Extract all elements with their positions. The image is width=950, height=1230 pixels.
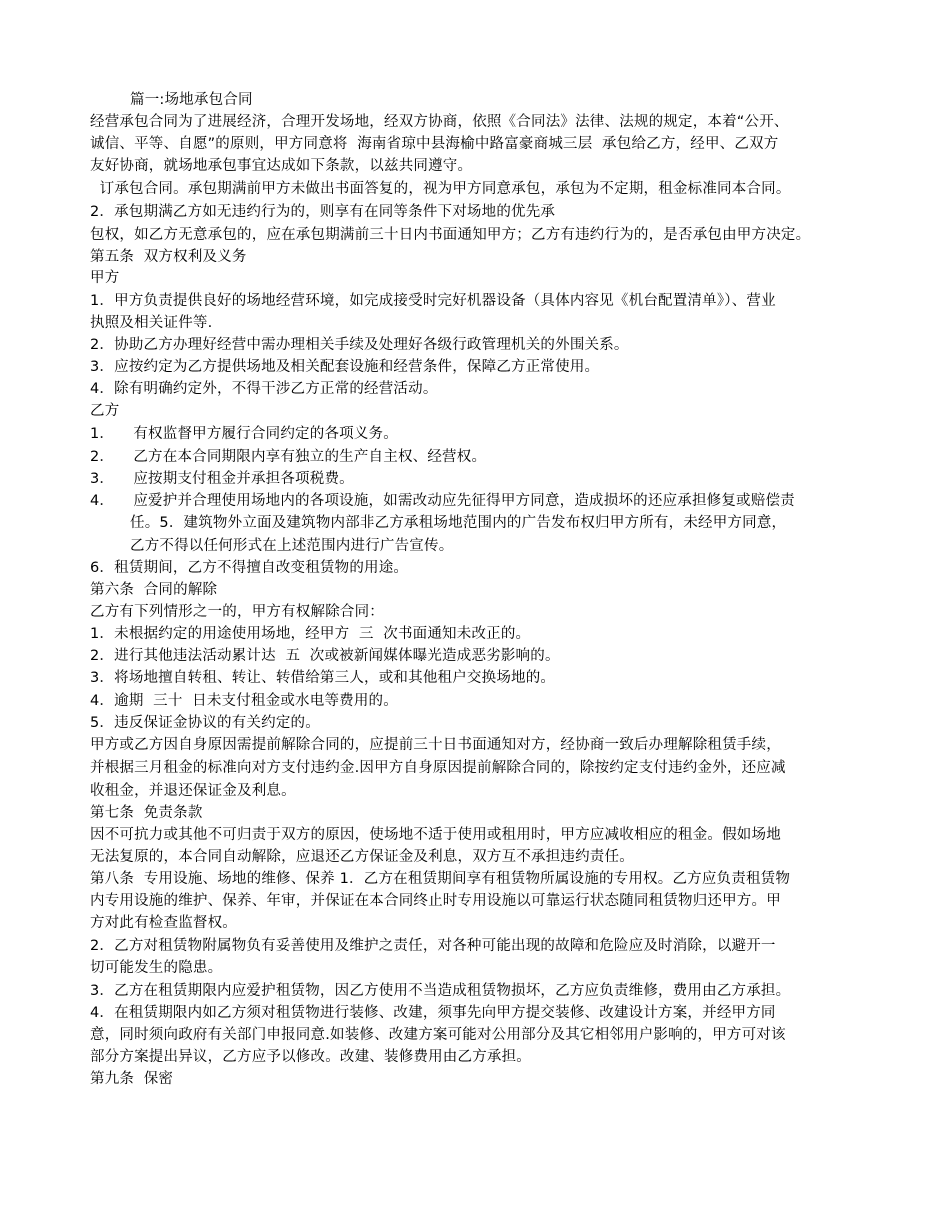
list-item: 3．应按约定为乙方提供场地及相关配套设施和经营条件，保障乙方正常使用。 [90,359,600,375]
paragraph-line: 甲方或乙方因自身原因需提前解除合同的，应提前三十日书面通知对方，经协商一致后办理解除租赁手续， [90,737,781,753]
list-item-continuation: 任。5．建筑物外立面及建筑物内部非乙方承租场地范围内的广告发布权归甲方所有，未经甲方同意， [130,515,787,531]
paragraph-line: 诚信、平等、自愿”的原则，甲方同意将 海南省琼中县海榆中路富豪商城三层 承包给乙方，经甲、乙双方 [90,136,779,152]
section-heading: 第六条 合同的解除 [90,582,218,598]
paragraph-line: 友好协商，就场地承包事宜达成如下条款，以兹共同遵守。 [90,158,473,174]
list-item: 4． 应爱护并合理使用场地内的各项设施，如需改动应先征得甲方同意，造成损坏的还应承担修复或赔偿责 [90,493,795,509]
list-item-continuation: 乙方不得以任何形式在上述范围内进行广告宣传。 [130,538,454,554]
list-item: 1．未根据约定的用途使用场地，经甲方 三 次书面通知未改正的。 [90,626,531,642]
list-item-continuation: 部分方案提出异议，乙方应予以修改。改建、装修费用由乙方承担。 [90,1049,531,1065]
paragraph-line: 内专用设施的维护、保养、年审，并保证在本合同终止时专用设施以可靠运行状态随同租赁物归还甲方。甲 [90,893,781,909]
list-item: 2． 乙方在本合同期限内享有独立的生产自主权、经营权。 [90,449,487,465]
section-heading: 第九条 保密 [90,1071,174,1087]
list-item: 4．逾期 三十 日未支付租金或水电等费用的。 [90,693,398,709]
paragraph-line: 2．承包期满乙方如无违约行为的，则享有在同等条件下对场地的优先承 [90,204,556,220]
paragraph-line: 订承包合同。承包期满前甲方未做出书面答复的，视为甲方同意承包，承包为不定期，租金标准同本合同。 [90,181,791,197]
list-item: 2．乙方对租赁物附属物负有妥善使用及维护之责任，对各种可能出现的故障和危险应及时消除，以避开一 [90,938,776,954]
paragraph-line: 乙方有下列情形之一的，甲方有权解除合同： [90,604,384,620]
list-item-continuation: 执照及相关证件等. [90,315,213,331]
section-heading: 第八条 专用设施、场地的维修、保养 1．乙方在租赁期间享有租赁物所属设施的专用权。乙方应负责租赁物 [90,871,791,887]
paragraph-line: 并根据三月租金的标准向对方支付违约金.因甲方自身原因提前解除合同的，除按约定支付违约金外，还应减 [90,760,786,776]
list-item: 4．在租赁期限内如乙方须对租赁物进行装修、改建，须事先向甲方提交装修、改建设计方案，并经甲方同 [90,1005,776,1021]
list-item-continuation: 意，同时须向政府有关部门申报同意.如装修、改建方案可能对公用部分及其它相邻用户影响的，甲方可对该 [90,1027,786,1043]
document-title: 篇一:场地承包合同 [130,92,253,108]
list-item: 3．乙方在租赁期限内应爱护租赁物，因乙方使用不当造成租赁物损坏，乙方应负责维修，费用由乙方承担。 [90,983,791,999]
list-item: 2．协助乙方办理好经营中需办理相关手续及处理好各级行政管理机关的外围关系。 [90,337,629,353]
paragraph-line: 因不可抗力或其他不可归责于双方的原因，使场地不适于使用或租用时，甲方应减收相应的租金。假如场地 [90,827,781,843]
section-heading: 第七条 免责条款 [90,805,203,821]
list-item: 6．租赁期间，乙方不得擅自改变租赁物的用途。 [90,560,409,576]
list-item: 3．将场地擅自转租、转让、转借给第三人，或和其他租户交换场地的。 [90,670,556,686]
paragraph-line: 包权，如乙方无意承包的，应在承包期满前三十日内书面通知甲方；乙方有违约行为的，是否承包由甲方决定。 [90,227,811,243]
section-heading: 第五条 双方权利及义务 [90,249,247,265]
list-item: 2．进行其他违法活动累计达 五 次或被新闻媒体曝光造成恶劣影响的。 [90,648,560,664]
party-heading: 乙方 [90,403,120,419]
list-item: 1． 有权监督甲方履行合同约定的各项义务。 [90,426,398,442]
list-item: 4．除有明确约定外，不得干涉乙方正常的经营活动。 [90,381,438,397]
list-item: 1．甲方负责提供良好的场地经营环境，如完成接受时完好机器设备（具体内容见《机台配置清单》）、营业 [90,293,776,309]
paragraph-line: 经营承包合同为了进展经济，合理开发场地，经双方协商，依照《合同法》法律、法规的规定，本着“公开、 [90,114,789,130]
paragraph-line: 无法复原的，本合同自动解除，应退还乙方保证金及利息，双方互不承担违约责任。 [90,849,634,865]
list-item: 3． 应按期支付租金并承担各项税费。 [90,471,354,487]
paragraph-line: 收租金，并退还保证金及利息。 [90,783,296,799]
list-item-continuation: 切可能发生的隐患。 [90,960,223,976]
list-item: 5．违反保证金协议的有关约定的。 [90,715,320,731]
party-heading: 甲方 [90,270,120,286]
paragraph-line: 方对此有检查监督权。 [90,915,237,931]
